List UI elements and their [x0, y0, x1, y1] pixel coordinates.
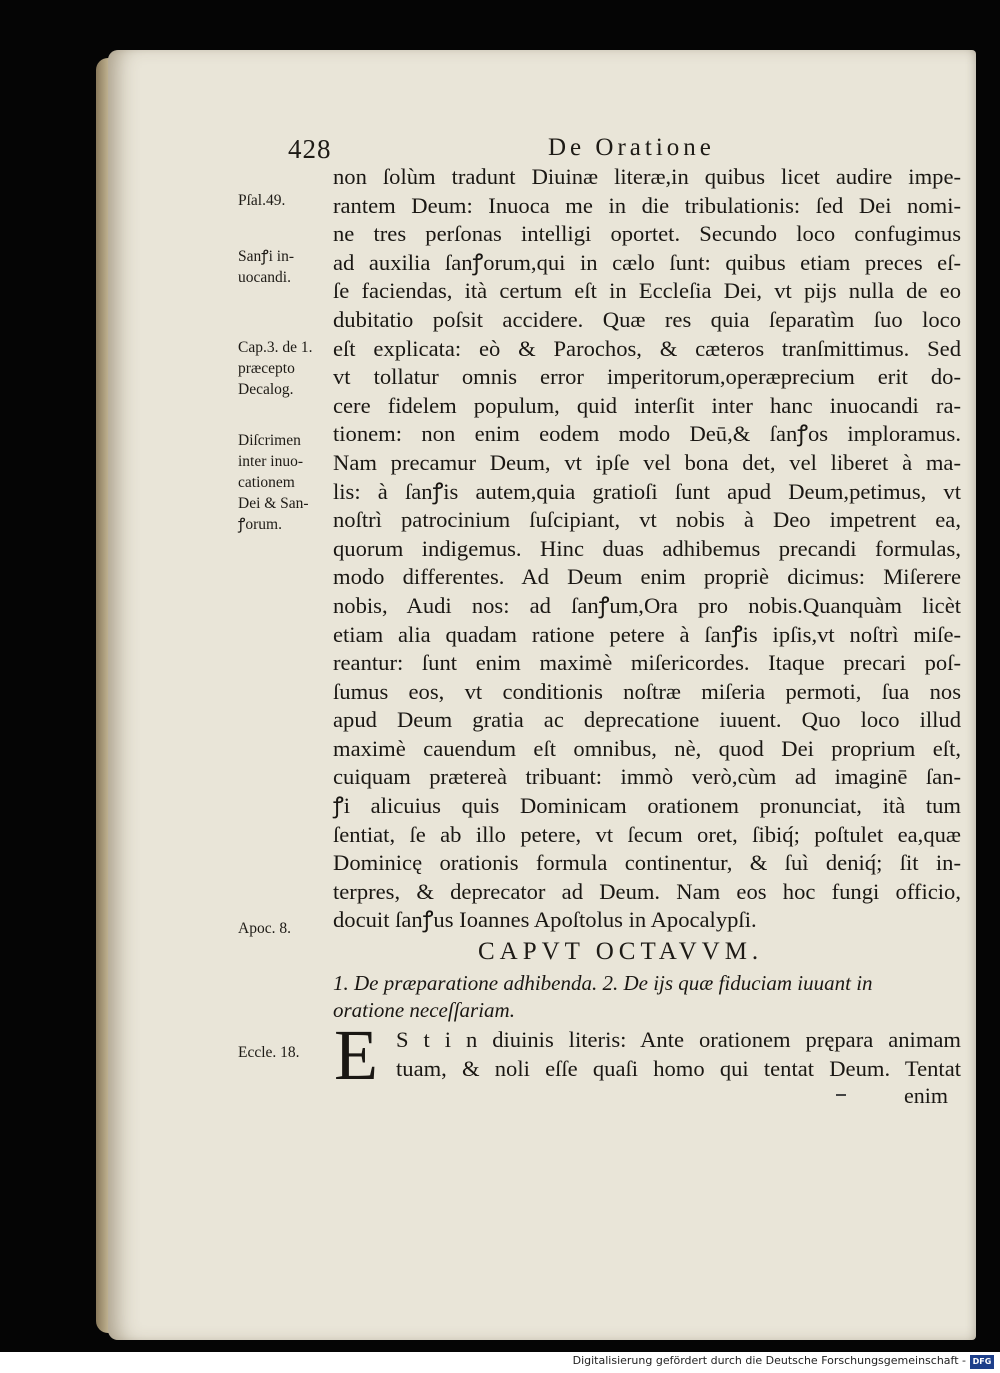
text-line: lis: à ſanꝭis autem,quia gratioſi ſunt apud Deum,petimus, vt	[333, 478, 961, 504]
text-line: noſtrì patrocinium ſuſcipiant, vt nobis à Deo impetrent ea,	[333, 507, 961, 533]
text-line: ſentiat, ſe ab illo petere, vt ſecum oret, ſibiq́; poſtulet ea,quæ	[333, 821, 961, 847]
main-body-text	[333, 163, 961, 935]
marginal-note-eccle: Eccle. 18.	[238, 1044, 300, 1061]
page-number: 428	[288, 134, 332, 164]
text-line: rantem Deum: Inuoca me in die tribulationis: ſed Dei nomi-	[333, 192, 961, 218]
text-line: eſt explicata: eò & Parochos, & cæteros tranſmittimus. Sed	[333, 335, 961, 361]
text-line: maximè cauendum eſt omnibus, nè, quod Dei proprium eſt,	[333, 735, 961, 761]
text-line: etiam alia quadam ratione petere à ſanꝭis ipſis,vt noſtrì miſe-	[333, 621, 961, 647]
text-line: reantur: ſunt enim maximè miſericordes. Itaque precari poſ-	[333, 650, 961, 676]
summary-line: oratione neceſſariam.	[333, 998, 515, 1022]
text-line: cere fidelem populum, quid interſit inter hanc inuocandi ra-	[333, 392, 961, 418]
chapter-heading: CAPVT OCTAVVM.	[478, 938, 764, 965]
text-line: tuam, & noli eſſe quaſi homo qui tentat Deum. Tentat	[396, 1055, 961, 1081]
signature-mark	[836, 1094, 846, 1096]
drop-cap: E	[334, 1015, 378, 1095]
text-line: vt tollatur omnis error imperitorum,operæprecium erit do-	[333, 364, 961, 390]
text-line: ꝭi alicuius quis Dominicam orationem pronunciat, ità tum	[333, 793, 961, 819]
footer-bar	[0, 1352, 1000, 1373]
marginal-note-discrimen: Diſcrimen inter inuo- cationem Dei & San- ꝭorum.	[238, 432, 309, 533]
text-line: modo differentes. Ad Deum enim propriè dicimus: Miſerere	[333, 564, 961, 590]
text-line: ſe faciendas, ità certum eſt in Eccleſia Dei, vt pijs nulla de eo	[333, 278, 961, 304]
text-line: dubitatio poſsit accidere. Quæ res quia ſeparatìm ſuo loco	[333, 306, 961, 332]
marginal-note-chapter: Cap.3. de 1. præcepto Decalog.	[238, 339, 313, 398]
chapter-body-text	[396, 1026, 961, 1083]
marginal-note-psalm: Pſal.49.	[238, 192, 286, 209]
text-line: tionem: non enim eodem modo Deū,& ſanꝭos imploramus.	[333, 421, 961, 447]
marginal-note-apoc: Apoc. 8.	[238, 920, 291, 937]
text-line: nobis, Audi nos: ad ſanꝭum,Ora pro nobis.Quanquàm licèt	[333, 592, 961, 618]
dfg-logo-icon: DFG	[970, 1355, 994, 1369]
text-line: S t i n diuinis literis: Ante orationem prępara animam	[396, 1027, 961, 1052]
chapter-summary	[333, 970, 961, 1024]
funding-notice: Digitalisierung gefördert durch die Deutsche Forschungsgemeinschaft -	[572, 1354, 966, 1367]
text-line: ſumus eos, vt conditionis noſtræ miſeria permoti, ſua nos	[333, 678, 961, 704]
marginal-note-sancti: Sanꝭi in- uocandi.	[238, 248, 294, 286]
text-line: ne tres perſonas intelligi oportet. Secundo loco confugimus	[333, 221, 961, 247]
text-line: cuiquam prætereà tribuant: immò verò,cùm ad imaginē ſan-	[333, 764, 961, 790]
text-line: Nam precamur Deum, vt ipſe vel bona det, vel liberet à ma-	[333, 449, 961, 475]
text-line: docuit ſanꝭus Ioannes Apoſtolus in Apocalypſi.	[333, 907, 757, 933]
running-title: De Oratione	[548, 134, 715, 161]
summary-line: 1. De præparatione adhibenda. 2. De ijs quæ fiduciam iuuant in	[333, 971, 873, 995]
text-line: non ſolùm tradunt Diuinæ literæ,in quibus licet audire impe-	[333, 164, 961, 189]
text-line: apud Deum gratia ac deprecatione iuuent. Quo loco illud	[333, 707, 961, 733]
text-line: Dominicę orationis formula continentur, & ſuì deniq́; ſit in-	[333, 850, 961, 876]
text-line: terpres, & deprecator ad Deum. Nam eos hoc fungi officio,	[333, 878, 961, 904]
text-line: quorum indigemus. Hinc duas adhibemus precandi formulas,	[333, 535, 961, 561]
catchword: enim	[904, 1083, 948, 1108]
text-line: ad auxilia ſanꝭorum,qui in cælo ſunt: quibus etiam preces eſ-	[333, 249, 961, 275]
